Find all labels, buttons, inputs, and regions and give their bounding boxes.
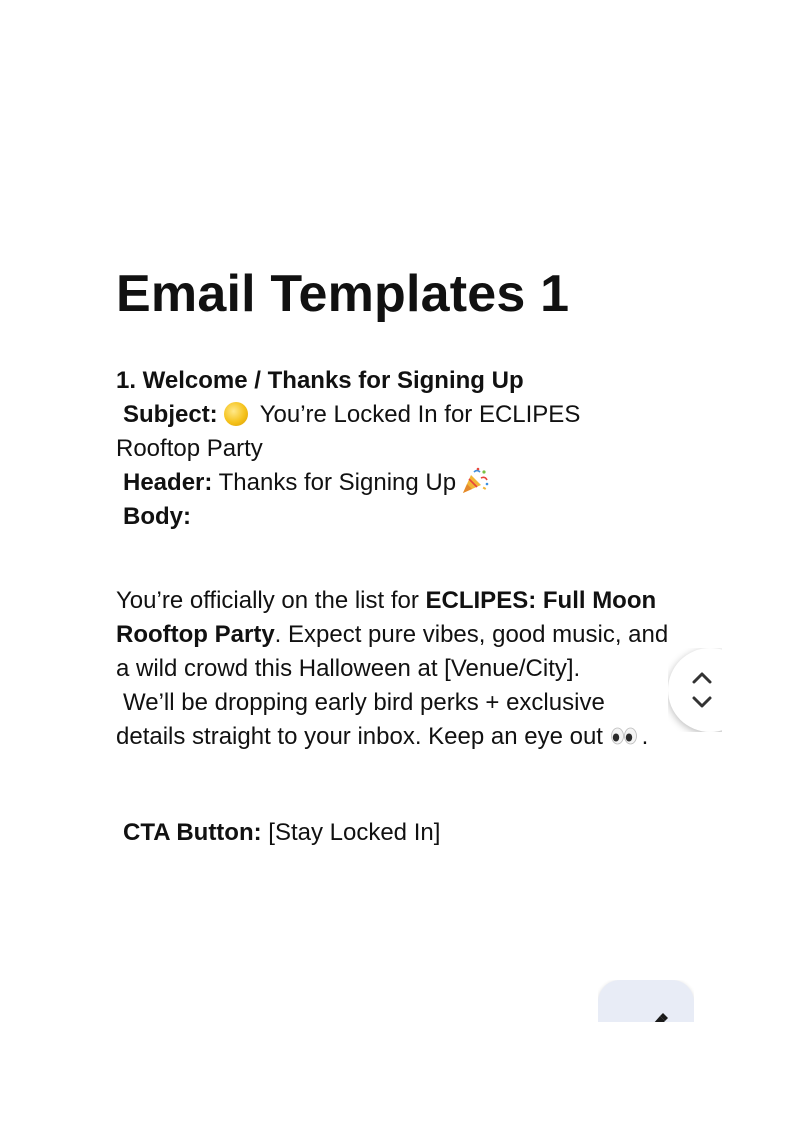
document-content [116, 262, 676, 850]
subject-label: Subject: [123, 401, 218, 428]
subject-text-continued: Rooftop Party [116, 435, 263, 462]
page-navigation-control [668, 648, 722, 732]
body-text-start: You’re officially on the list for [116, 587, 426, 614]
header-line [116, 466, 676, 500]
pencil-icon[interactable] [638, 1006, 668, 1022]
header-label: Header: [123, 469, 213, 496]
subject-text: You’re Locked In for ECLIPES [259, 401, 581, 428]
edit-button[interactable] [598, 980, 694, 1022]
body-label-line [116, 500, 676, 534]
body-text-end: . Expect pure vibes, good music, and a wild crowd this Halloween at [Venue/City]. [116, 621, 669, 682]
section-heading: 1. Welcome / Thanks for Signing Up [116, 367, 524, 394]
event-name: ECLIPES: Full Moon Rooftop Party [116, 587, 657, 648]
page-navigation-background [668, 648, 722, 732]
cta-line [116, 816, 676, 850]
header-text: Thanks for Signing Up [218, 469, 457, 496]
body-paragraph-2-text: We’ll be dropping early bird perks + exclusive details straight to your inbox. Keep an eye out [116, 689, 605, 750]
body-paragraph-2-end: . [641, 723, 649, 750]
cta-text: [Stay Locked In] [268, 819, 441, 846]
chevron-down-icon[interactable] [690, 692, 714, 712]
body-paragraph-2 [116, 686, 676, 754]
body-label: Body: [123, 503, 191, 530]
body-paragraph-1 [116, 584, 676, 686]
party-popper-icon [460, 466, 490, 496]
chevron-up-icon[interactable] [690, 668, 714, 688]
cta-label: CTA Button: [123, 819, 262, 846]
page-title: Email Templates 1 [116, 265, 570, 323]
eyes-icon [610, 726, 638, 746]
full-moon-icon [224, 402, 248, 426]
subject-line [116, 398, 676, 432]
